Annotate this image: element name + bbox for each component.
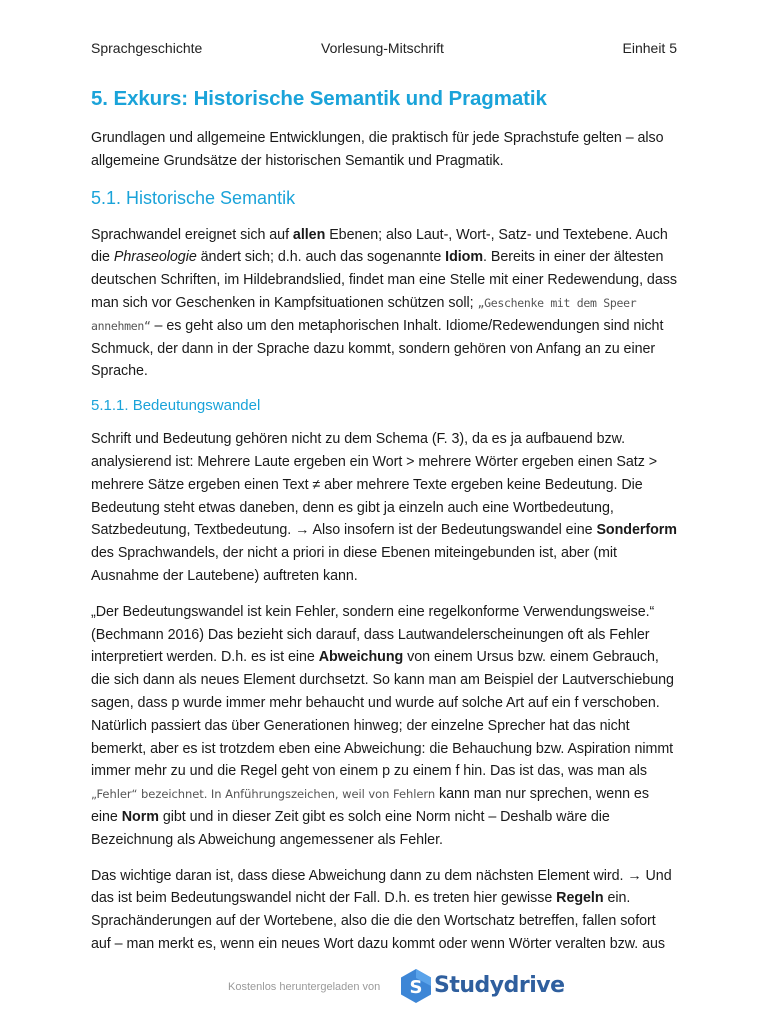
chapter-title: 5. Exkurs: Historische Semantik und Pragmatik	[91, 87, 547, 110]
bold-regeln: Regeln	[556, 890, 604, 907]
footer-brand-name[interactable]: Studydrive	[434, 973, 565, 998]
subsection-heading: 5.1.1. Bedeutungswandel	[91, 397, 261, 415]
page-header	[91, 40, 677, 60]
bold-allen: allen	[292, 226, 326, 243]
section-heading: 5.1. Historische Semantik	[91, 187, 296, 208]
italic-phraseologie: Phraseologie	[113, 249, 197, 266]
bold-idiom: Idiom	[445, 249, 484, 266]
paragraph-semantik: Sprachwandel ereignet sich auf allen Ebenen; also Laut-, Wort-, Satz- und Textebene. Auch die Phraseologie ändert sich; d.h. auch das sogenannte Idiom. Bereits in einer der ältesten deutschen Schriften, im Hildebrandslied, findet man eine Stelle mit einer Redewendung, dass man sich vor Geschenken in Kampfsituationen schützen soll; „Geschenke mit dem Speer annehmen“ – es geht also um den metaphorischen Inhalt. Idiome/Redewendungen sind nicht Schmuck, der dann in der Sprache dazu kommt, sondern gehören von Anfang an zu einer Sprache.	[91, 226, 677, 380]
header-course: Sprachgeschichte	[91, 40, 203, 56]
document-body	[91, 85, 677, 969]
bold-sonderform: Sonderform	[596, 522, 677, 539]
download-footer	[228, 968, 565, 1008]
paragraph-regeln: Das wichtige daran ist, dass diese Abweichung dann zu dem nächsten Element wird. → Und das ist beim Bedeutungswandel nicht der Fall. D.h. es treten hier gewisse Regeln ein. Sprachänderungen auf der Wortebene, also die die den Wortschatz betreffen, fallen sofort auf – man merkt es, wenn ein neues Wort dazu kommt oder wenn Wörter veralten bzw. aus	[91, 867, 672, 952]
idiom-quote: „Geschenke mit dem Speer annehmen“	[91, 295, 637, 333]
bold-abweichung: Abweichung	[318, 649, 404, 666]
bold-norm: Norm	[121, 808, 159, 825]
svg-text:S: S	[409, 977, 423, 998]
studydrive-logo-icon	[398, 968, 438, 1004]
paragraph-abweichung: „Der Bedeutungswandel ist kein Fehler, sondern eine regelkonforme Verwendungsweise.“ (Bechmann 2016) Das bezieht sich darauf, dass Lautwandelerscheinungen oft als Fehler interpretiert werden. D.h. es ist eine Abweichung von einem Ursus bzw. einem Gebrauch, die sich dann als neues Element durchsetzt. So kann man am Beispiel der Lautverschiebung sagen, dass p wurde immer mehr behaucht und wurde auf solche Art auf ein f verschoben. Natürlich passiert das über Generationen hinweg; der einzelne Sprecher hat das nicht bemerkt, aber es ist trotzdem eben eine Abweichung: die Behauchung bzw. Aspiration nimmt immer mehr zu und die Regel geht von einem p zu einem f hin. Das ist das, was man als „Fehler“ bezeichnet. In Anführungszeichen, weil von Fehlern kann man nur sprechen, wenn es eine Norm gibt und in dieser Zeit gibt es solch eine Norm nicht – Deshalb wäre die Bezeichnung als Abweichung angemessener als Fehler.	[91, 603, 674, 848]
intro-paragraph: Grundlagen und allgemeine Entwicklungen, die praktisch für jede Sprachstufe gelten – also allgemeine Grundsätze der historischen Semantik und Pragmatik.	[91, 130, 664, 169]
fehler-quote: „Fehler“ bezeichnet. In Anführungszeichen, weil von Fehlern	[91, 787, 436, 802]
header-doc-type: Vorlesung-Mitschrift	[321, 40, 444, 56]
header-unit: Einheit 5	[622, 40, 677, 56]
paragraph-schema: Schrift und Bedeutung gehören nicht zu dem Schema (F. 3), da es ja aufbauend bzw. analysierend ist: Mehrere Laute ergeben ein Wort > mehrere Wörter ergeben einen Satz > mehrere Sätze ergeben einen Text ≠ aber mehrere Texte ergeben keine Bedeutung. Die Bedeutung steht etwas daneben, denn es gibt ja einzeln auch eine Wortbedeutung, Satzbedeutung, Textbedeutung. → Also insofern ist der Bedeutungswandel eine Sonderform des Sprachwandels, der nicht a priori in diese Ebenen miteingebunden ist, aber (mit Ausnahme der Lautebene) auftreten kann.	[91, 431, 677, 584]
footer-download-text: Kostenlos heruntergeladen von	[228, 981, 381, 993]
